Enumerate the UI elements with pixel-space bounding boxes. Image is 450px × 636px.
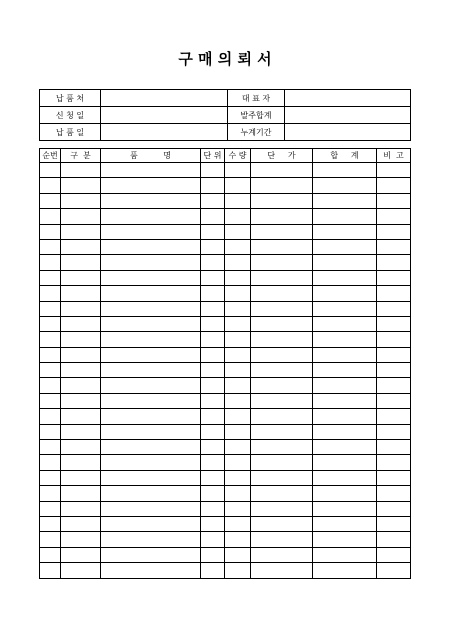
table-row	[40, 193, 411, 208]
item-name-cell[interactable]	[101, 286, 201, 301]
total-cell[interactable]	[313, 224, 377, 239]
header-unit: 단 위	[201, 149, 225, 163]
remarks-cell[interactable]	[377, 270, 411, 285]
unit-price-cell[interactable]	[251, 470, 313, 485]
item-name-cell[interactable]	[101, 516, 201, 531]
info-row-delivery-date	[40, 124, 411, 141]
category-cell[interactable]	[61, 178, 101, 193]
table-row	[40, 455, 411, 470]
quantity-cell[interactable]	[225, 393, 251, 408]
unit-cell[interactable]	[201, 163, 225, 178]
remarks-cell[interactable]	[377, 255, 411, 270]
seq-cell[interactable]	[40, 224, 61, 239]
total-cell[interactable]	[313, 547, 377, 562]
total-cell[interactable]	[313, 455, 377, 470]
unit-price-cell[interactable]	[251, 409, 313, 424]
category-cell[interactable]	[61, 193, 101, 208]
total-cell[interactable]	[313, 532, 377, 547]
item-name-cell[interactable]	[101, 440, 201, 455]
seq-cell[interactable]	[40, 347, 61, 362]
table-row	[40, 532, 411, 547]
seq-cell[interactable]	[40, 455, 61, 470]
unit-price-cell[interactable]	[251, 286, 313, 301]
item-name-cell[interactable]	[101, 209, 201, 224]
item-name-cell[interactable]	[101, 409, 201, 424]
remarks-cell[interactable]	[377, 363, 411, 378]
table-row	[40, 224, 411, 239]
unit-cell[interactable]	[201, 363, 225, 378]
remarks-cell[interactable]	[377, 424, 411, 439]
remarks-cell[interactable]	[377, 516, 411, 531]
seq-cell[interactable]	[40, 440, 61, 455]
quantity-cell[interactable]	[225, 286, 251, 301]
item-name-cell[interactable]	[101, 455, 201, 470]
unit-price-cell[interactable]	[251, 255, 313, 270]
quantity-cell[interactable]	[225, 516, 251, 531]
supplier-label: 납 품 처	[40, 90, 101, 107]
quantity-cell[interactable]	[225, 193, 251, 208]
table-row	[40, 409, 411, 424]
remarks-cell[interactable]	[377, 163, 411, 178]
table-row	[40, 347, 411, 362]
item-name-cell[interactable]	[101, 193, 201, 208]
table-row	[40, 516, 411, 531]
category-cell[interactable]	[61, 440, 101, 455]
category-cell[interactable]	[61, 301, 101, 316]
unit-price-cell[interactable]	[251, 516, 313, 531]
unit-cell[interactable]	[201, 239, 225, 254]
table-row	[40, 239, 411, 254]
category-cell[interactable]	[61, 286, 101, 301]
table-row	[40, 393, 411, 408]
category-cell[interactable]	[61, 563, 101, 578]
category-cell[interactable]	[61, 486, 101, 501]
quantity-cell[interactable]	[225, 224, 251, 239]
unit-price-cell[interactable]	[251, 209, 313, 224]
total-cell[interactable]	[313, 286, 377, 301]
unit-cell[interactable]	[201, 193, 225, 208]
header-quantity: 수 량	[225, 149, 251, 163]
seq-cell[interactable]	[40, 301, 61, 316]
category-cell[interactable]	[61, 363, 101, 378]
unit-price-cell[interactable]	[251, 239, 313, 254]
item-name-cell[interactable]	[101, 255, 201, 270]
unit-cell[interactable]	[201, 316, 225, 331]
category-cell[interactable]	[61, 255, 101, 270]
category-cell[interactable]	[61, 209, 101, 224]
header-category: 구 분	[61, 149, 101, 163]
item-name-cell[interactable]	[101, 501, 201, 516]
category-cell[interactable]	[61, 455, 101, 470]
total-cell[interactable]	[313, 363, 377, 378]
remarks-cell[interactable]	[377, 332, 411, 347]
unit-cell[interactable]	[201, 424, 225, 439]
remarks-cell[interactable]	[377, 286, 411, 301]
info-table	[39, 89, 411, 141]
unit-price-cell[interactable]	[251, 193, 313, 208]
total-cell[interactable]	[313, 255, 377, 270]
unit-price-cell[interactable]	[251, 547, 313, 562]
quantity-cell[interactable]	[225, 455, 251, 470]
table-row	[40, 424, 411, 439]
quantity-cell[interactable]	[225, 255, 251, 270]
remarks-cell[interactable]	[377, 532, 411, 547]
header-remarks: 비 고	[377, 149, 411, 163]
remarks-cell[interactable]	[377, 563, 411, 578]
unit-cell[interactable]	[201, 378, 225, 393]
unit-price-cell[interactable]	[251, 440, 313, 455]
table-row	[40, 363, 411, 378]
seq-cell[interactable]	[40, 178, 61, 193]
total-cell[interactable]	[313, 239, 377, 254]
item-name-cell[interactable]	[101, 424, 201, 439]
item-name-cell[interactable]	[101, 301, 201, 316]
seq-cell[interactable]	[40, 486, 61, 501]
seq-cell[interactable]	[40, 332, 61, 347]
table-row	[40, 178, 411, 193]
category-cell[interactable]	[61, 239, 101, 254]
seq-cell[interactable]	[40, 563, 61, 578]
unit-price-cell[interactable]	[251, 563, 313, 578]
table-row	[40, 501, 411, 516]
quantity-cell[interactable]	[225, 532, 251, 547]
unit-price-cell[interactable]	[251, 363, 313, 378]
quantity-cell[interactable]	[225, 163, 251, 178]
table-row	[40, 440, 411, 455]
delivery-date-label: 납 품 일	[40, 124, 101, 141]
quantity-cell[interactable]	[225, 501, 251, 516]
table-row	[40, 286, 411, 301]
remarks-cell[interactable]	[377, 455, 411, 470]
seq-cell[interactable]	[40, 316, 61, 331]
table-row	[40, 563, 411, 578]
unit-price-cell[interactable]	[251, 316, 313, 331]
remarks-cell[interactable]	[377, 239, 411, 254]
seq-cell[interactable]	[40, 501, 61, 516]
item-name-cell[interactable]	[101, 378, 201, 393]
quantity-cell[interactable]	[225, 332, 251, 347]
quantity-cell[interactable]	[225, 347, 251, 362]
seq-cell[interactable]	[40, 255, 61, 270]
total-cell[interactable]	[313, 209, 377, 224]
remarks-cell[interactable]	[377, 409, 411, 424]
total-cell[interactable]	[313, 163, 377, 178]
remarks-cell[interactable]	[377, 440, 411, 455]
category-cell[interactable]	[61, 332, 101, 347]
unit-price-cell[interactable]	[251, 270, 313, 285]
seq-cell[interactable]	[40, 209, 61, 224]
remarks-cell[interactable]	[377, 378, 411, 393]
quantity-cell[interactable]	[225, 440, 251, 455]
table-row	[40, 470, 411, 485]
items-table	[39, 148, 411, 579]
quantity-cell[interactable]	[225, 363, 251, 378]
total-cell[interactable]	[313, 393, 377, 408]
total-cell[interactable]	[313, 516, 377, 531]
representative-field[interactable]	[285, 90, 411, 107]
order-total-field[interactable]	[285, 107, 411, 124]
item-name-cell[interactable]	[101, 563, 201, 578]
total-cell[interactable]	[313, 178, 377, 193]
table-row	[40, 301, 411, 316]
seq-cell[interactable]	[40, 547, 61, 562]
category-cell[interactable]	[61, 224, 101, 239]
item-name-cell[interactable]	[101, 363, 201, 378]
unit-cell[interactable]	[201, 455, 225, 470]
unit-cell[interactable]	[201, 501, 225, 516]
remarks-cell[interactable]	[377, 347, 411, 362]
unit-cell[interactable]	[201, 409, 225, 424]
remarks-cell[interactable]	[377, 224, 411, 239]
remarks-cell[interactable]	[377, 470, 411, 485]
remarks-cell[interactable]	[377, 501, 411, 516]
quantity-cell[interactable]	[225, 270, 251, 285]
category-cell[interactable]	[61, 470, 101, 485]
item-name-cell[interactable]	[101, 486, 201, 501]
unit-cell[interactable]	[201, 516, 225, 531]
header-seq: 순번	[40, 149, 61, 163]
category-cell[interactable]	[61, 347, 101, 362]
seq-cell[interactable]	[40, 378, 61, 393]
unit-price-cell[interactable]	[251, 501, 313, 516]
category-cell[interactable]	[61, 516, 101, 531]
category-cell[interactable]	[61, 393, 101, 408]
quantity-cell[interactable]	[225, 209, 251, 224]
category-cell[interactable]	[61, 424, 101, 439]
total-cell[interactable]	[313, 470, 377, 485]
table-row	[40, 316, 411, 331]
quantity-cell[interactable]	[225, 547, 251, 562]
table-row	[40, 547, 411, 562]
category-cell[interactable]	[61, 163, 101, 178]
quantity-cell[interactable]	[225, 563, 251, 578]
item-name-cell[interactable]	[101, 163, 201, 178]
unit-cell[interactable]	[201, 470, 225, 485]
cumulative-period-field[interactable]	[285, 124, 411, 141]
remarks-cell[interactable]	[377, 486, 411, 501]
remarks-cell[interactable]	[377, 178, 411, 193]
unit-price-cell[interactable]	[251, 332, 313, 347]
table-row	[40, 270, 411, 285]
unit-cell[interactable]	[201, 286, 225, 301]
total-cell[interactable]	[313, 378, 377, 393]
supplier-field[interactable]	[101, 90, 228, 107]
quantity-cell[interactable]	[225, 378, 251, 393]
seq-cell[interactable]	[40, 239, 61, 254]
item-name-cell[interactable]	[101, 393, 201, 408]
items-body	[40, 163, 411, 579]
table-row	[40, 209, 411, 224]
header-total: 합 계	[313, 149, 377, 163]
quantity-cell[interactable]	[225, 316, 251, 331]
seq-cell[interactable]	[40, 424, 61, 439]
item-name-cell[interactable]	[101, 270, 201, 285]
unit-cell[interactable]	[201, 563, 225, 578]
total-cell[interactable]	[313, 193, 377, 208]
unit-cell[interactable]	[201, 347, 225, 362]
unit-price-cell[interactable]	[251, 347, 313, 362]
category-cell[interactable]	[61, 532, 101, 547]
quantity-cell[interactable]	[225, 424, 251, 439]
table-row	[40, 255, 411, 270]
item-name-cell[interactable]	[101, 532, 201, 547]
unit-cell[interactable]	[201, 547, 225, 562]
request-date-label: 신 청 일	[40, 107, 101, 124]
category-cell[interactable]	[61, 547, 101, 562]
item-name-cell[interactable]	[101, 316, 201, 331]
unit-cell[interactable]	[201, 224, 225, 239]
unit-price-cell[interactable]	[251, 378, 313, 393]
unit-cell[interactable]	[201, 255, 225, 270]
cumulative-period-label: 누계기간	[228, 124, 285, 141]
category-cell[interactable]	[61, 316, 101, 331]
quantity-cell[interactable]	[225, 239, 251, 254]
unit-cell[interactable]	[201, 209, 225, 224]
total-cell[interactable]	[313, 486, 377, 501]
category-cell[interactable]	[61, 378, 101, 393]
remarks-cell[interactable]	[377, 193, 411, 208]
item-name-cell[interactable]	[101, 332, 201, 347]
item-name-cell[interactable]	[101, 347, 201, 362]
category-cell[interactable]	[61, 409, 101, 424]
request-date-field[interactable]	[101, 107, 228, 124]
seq-cell[interactable]	[40, 516, 61, 531]
category-cell[interactable]	[61, 270, 101, 285]
delivery-date-field[interactable]	[101, 124, 228, 141]
quantity-cell[interactable]	[225, 301, 251, 316]
unit-price-cell[interactable]	[251, 224, 313, 239]
seq-cell[interactable]	[40, 470, 61, 485]
unit-price-cell[interactable]	[251, 163, 313, 178]
quantity-cell[interactable]	[225, 178, 251, 193]
unit-cell[interactable]	[201, 486, 225, 501]
table-row	[40, 486, 411, 501]
total-cell[interactable]	[313, 440, 377, 455]
total-cell[interactable]	[313, 501, 377, 516]
item-name-cell[interactable]	[101, 547, 201, 562]
table-row	[40, 378, 411, 393]
remarks-cell[interactable]	[377, 301, 411, 316]
total-cell[interactable]	[313, 332, 377, 347]
unit-price-cell[interactable]	[251, 301, 313, 316]
table-row	[40, 163, 411, 178]
remarks-cell[interactable]	[377, 547, 411, 562]
items-header-row	[40, 149, 411, 163]
total-cell[interactable]	[313, 316, 377, 331]
order-total-label: 발주합계	[228, 107, 285, 124]
item-name-cell[interactable]	[101, 470, 201, 485]
header-item-name: 품 명	[101, 149, 201, 163]
unit-cell[interactable]	[201, 301, 225, 316]
info-row-request-date	[40, 107, 411, 124]
unit-price-cell[interactable]	[251, 455, 313, 470]
total-cell[interactable]	[313, 347, 377, 362]
total-cell[interactable]	[313, 424, 377, 439]
total-cell[interactable]	[313, 301, 377, 316]
unit-price-cell[interactable]	[251, 178, 313, 193]
item-name-cell[interactable]	[101, 178, 201, 193]
header-unit-price: 단 가	[251, 149, 313, 163]
category-cell[interactable]	[61, 501, 101, 516]
total-cell[interactable]	[313, 409, 377, 424]
quantity-cell[interactable]	[225, 486, 251, 501]
representative-label: 대 표 자	[228, 90, 285, 107]
unit-price-cell[interactable]	[251, 424, 313, 439]
unit-cell[interactable]	[201, 332, 225, 347]
seq-cell[interactable]	[40, 409, 61, 424]
remarks-cell[interactable]	[377, 209, 411, 224]
unit-cell[interactable]	[201, 393, 225, 408]
total-cell[interactable]	[313, 563, 377, 578]
unit-cell[interactable]	[201, 440, 225, 455]
unit-cell[interactable]	[201, 532, 225, 547]
item-name-cell[interactable]	[101, 224, 201, 239]
seq-cell[interactable]	[40, 163, 61, 178]
seq-cell[interactable]	[40, 393, 61, 408]
remarks-cell[interactable]	[377, 316, 411, 331]
seq-cell[interactable]	[40, 363, 61, 378]
unit-price-cell[interactable]	[251, 532, 313, 547]
remarks-cell[interactable]	[377, 393, 411, 408]
quantity-cell[interactable]	[225, 409, 251, 424]
seq-cell[interactable]	[40, 286, 61, 301]
unit-price-cell[interactable]	[251, 486, 313, 501]
seq-cell[interactable]	[40, 193, 61, 208]
seq-cell[interactable]	[40, 532, 61, 547]
item-name-cell[interactable]	[101, 239, 201, 254]
document-title: 구 매 의 뢰 서	[178, 50, 272, 68]
table-row	[40, 332, 411, 347]
total-cell[interactable]	[313, 270, 377, 285]
seq-cell[interactable]	[40, 270, 61, 285]
unit-cell[interactable]	[201, 178, 225, 193]
quantity-cell[interactable]	[225, 470, 251, 485]
unit-cell[interactable]	[201, 270, 225, 285]
unit-price-cell[interactable]	[251, 393, 313, 408]
info-row-supplier	[40, 90, 411, 107]
